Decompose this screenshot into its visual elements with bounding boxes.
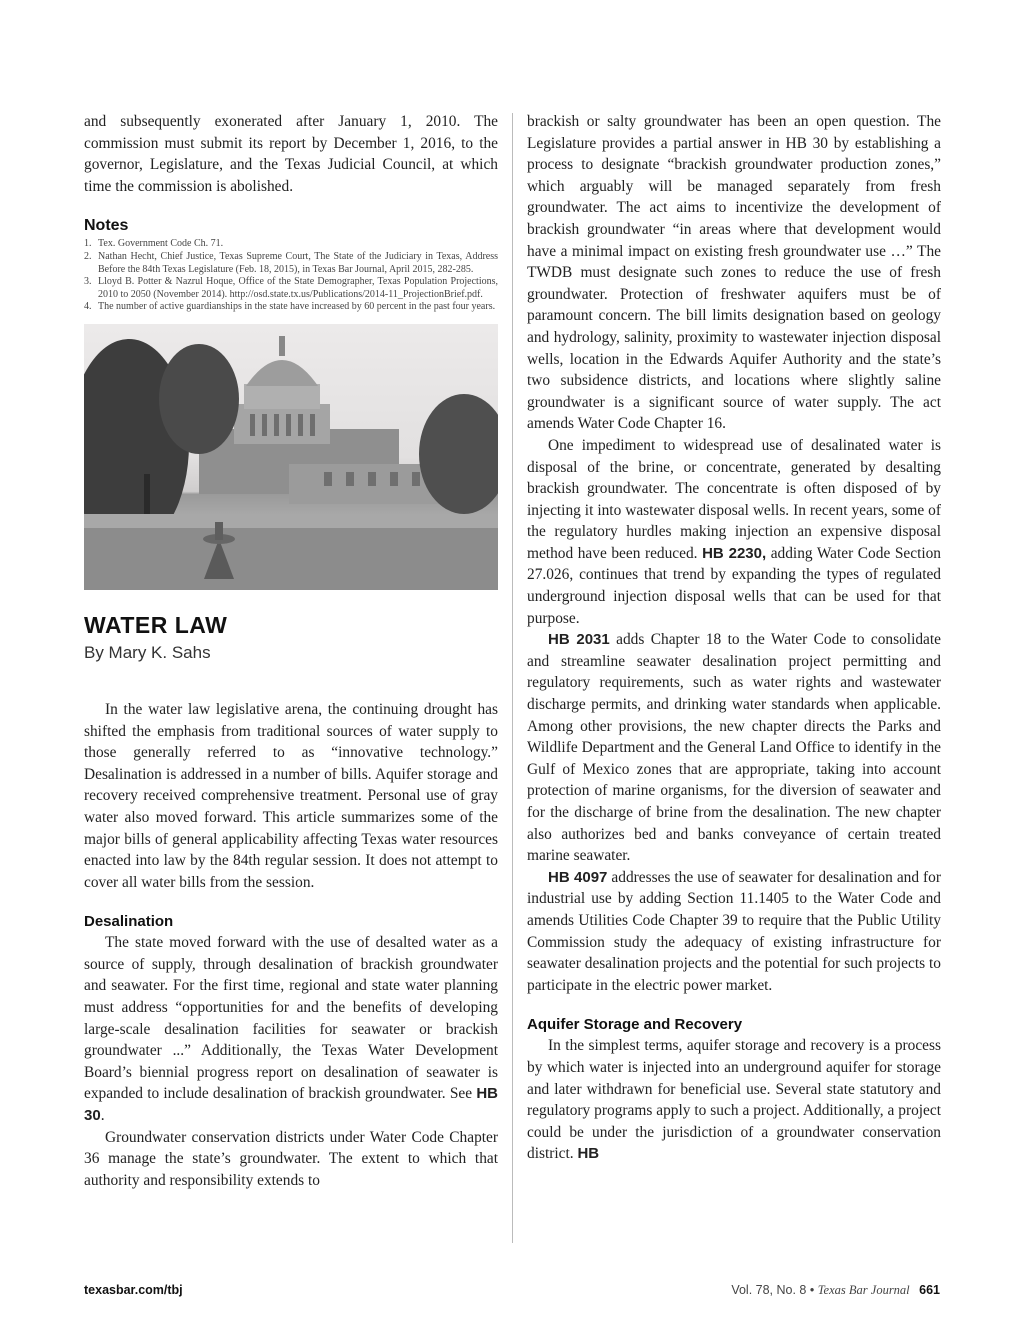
right-column <box>527 111 941 1165</box>
body-paragraph: brackish or salty groundwater has been an open question. The Legislature provides a partial answer in HB 30 by establishing a process to designate “brackish groundwater production zones,” which arguably will be managed separately from fresh groundwater. The act aims to incentivize the development of brackish groundwater “in areas where that development would have a minimal impact on existing fresh groundwater use …” The TWDB must designate such zones to reduce the use of fresh groundwater. Protection of freshwater aquifers must be of paramount concern. The bill limits designation based on geology and hydrology, salinity, proximity to wastewater injection disposal wells, location in the Edwards Aquifer Authority and the state’s two subsidence districts, and locations where slightly saline groundwater is a significant source of water supply. The act amends Water Code Chapter 16. <box>527 113 941 433</box>
column-divider <box>512 113 513 1243</box>
notes-list <box>84 238 498 314</box>
body-paragraph: In the water law legislative arena, the continuing drought has shifted the emphasis from traditional sources of water supply to those generally referred to as “innovative technology.” Desalination is addressed in a number of bills. Aquifer storage and recovery received comprehensive treatment. Personal use of gray water also moved forward. This article summarizes some of the major bills of general applicability affecting Texas water resources enacted into law by the 84th regular session. It does not attempt to cover all water bills from the session. <box>84 700 498 891</box>
bill-reference: HB 2031 <box>548 631 610 649</box>
note-item: 3. Lloyd B. Potter & Nazrul Hoque, Office of the State Demographer, Texas Population Projections, 2010 to 2050 (November 2014). http://osd.state.tx.us/Publications/2014-11_ProjectionBrief.pdf. <box>84 276 498 300</box>
capitol-photo <box>84 324 498 590</box>
page-number: 661 <box>919 1283 940 1297</box>
bill-reference: HB 2230, <box>702 544 767 562</box>
footer-journal: Texas Bar Journal <box>817 1283 910 1297</box>
bill-reference: HB 4097 <box>548 868 608 886</box>
bill-reference: HB <box>577 1145 600 1163</box>
capitol-illustration <box>84 324 498 590</box>
footer-issue-info <box>731 1283 940 1298</box>
note-item: 1. Tex. Government Code Ch. 71. <box>84 238 224 250</box>
byline: By Mary K. Sahs <box>84 642 211 662</box>
body-paragraph: HB 2031 adds Chapter 18 to the Water Code to consolidate and streamline seawater desalination project permitting and regulatory requirements, such as water rights and wastewater discharge permits, and drinking water standards when applicable. Among other provisions, the new chapter directs the Parks and Wildlife Department and the General Land Office to identify in the Gulf of Mexico zones that are appropriate, taking into account protection of marine organisms, for the diversion of seawater and for the discharge of brine from the desalination. The new chapter also authorizes bed and banks conveyance of certain treated marine seawater. <box>527 631 941 865</box>
footer-volume: Vol. 78, No. 8 <box>731 1283 807 1297</box>
intro-paragraph: and subsequently exonerated after January 1, 2010. The commission must submit its report by December 1, 2016, to the governor, Legislature, and the Texas Judicial Council, at which time the commission is abolished. <box>84 113 498 195</box>
aquifer-storage-heading: Aquifer Storage and Recovery <box>527 1016 743 1034</box>
notes-heading: Notes <box>84 217 129 235</box>
footer-bullet: • <box>809 1283 815 1297</box>
body-paragraph: Groundwater conservation districts under Water Code Chapter 36 manage the state’s groundwater. The extent to which that authority and responsibility extends to <box>84 1128 498 1189</box>
body-paragraph: One impediment to widespread use of desalinated water is disposal of the brine, or concentrate, generated by desalting brackish groundwater. The concentrate is often disposed of by injecting it into wastewater disposal wells. In recent years, some of the regulatory hurdles making injection an expensive disposal method have been reduced. HB 2230, adding Water Code Section 27.026, continues that trend by expanding the types of regulated underground injection disposal wells that can be used for that purpose. <box>527 436 942 627</box>
footer-website: texasbar.com/tbj <box>84 1283 183 1297</box>
body-paragraph: HB 4097 addresses the use of seawater for desalination and for industrial use by adding Section 11.1405 to the Water Code and amends Utilities Code Chapter 39 to require that the Public Utility Commission study the adequacy of existing infrastructure for seawater desalination projects and the potential for such projects to participate in the electric power market. <box>527 868 942 994</box>
left-column <box>84 111 498 1191</box>
bill-reference: HB 30 <box>84 1085 498 1125</box>
section-title: WATER LAW <box>84 611 228 638</box>
desalination-heading: Desalination <box>84 913 174 931</box>
note-item: 4. The number of active guardianships in the state have increased by 60 percent in the past four years. <box>84 301 496 313</box>
body-paragraph: The state moved forward with the use of desalted water as a source of supply, through desalination of brackish groundwater and seawater. For the first time, regional and state water planning must address “opportunities for and the benefits of developing large-scale desalination facilities for seawater or brackish groundwater ...” Additionally, the Texas Water Development Board’s biennial progress report on desalination of seawater is expanded to include desalination of brackish groundwater. See HB 30. <box>84 934 498 1125</box>
note-item: 2. Nathan Hecht, Chief Justice, Texas Supreme Court, The State of the Judiciary in Texas, Address Before the 84th Texas Legislature (Feb. 18, 2015), in Texas Bar Journal, April 2015, 282-285. <box>84 250 498 275</box>
body-paragraph: In the simplest terms, aquifer storage and recovery is a process by which water is injected into an underground aquifer for storage and later withdrawn for beneficial use. Several state statutory and regulatory programs apply to such a project. Additionally, a project could be under the jurisdiction of a groundwater conservation district. HB <box>527 1037 941 1163</box>
